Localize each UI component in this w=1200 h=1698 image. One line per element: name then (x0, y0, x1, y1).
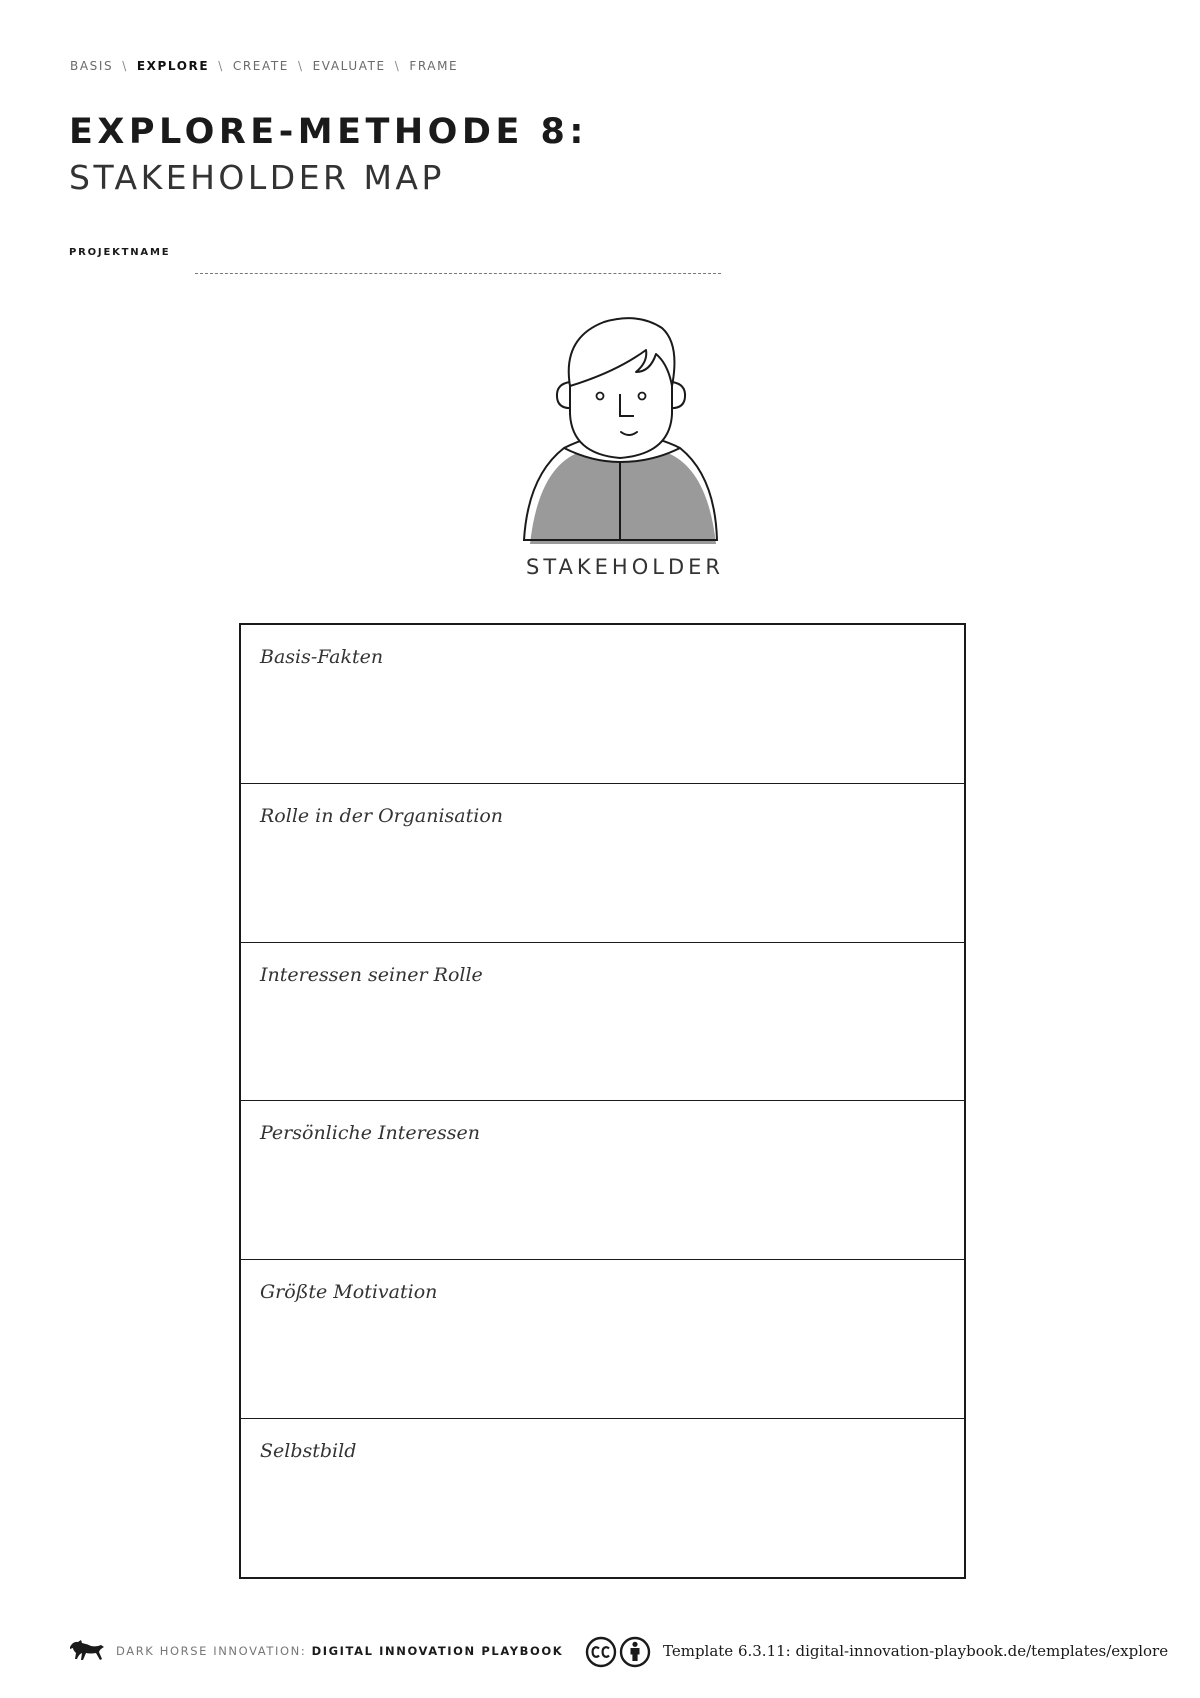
dark-horse-logo-icon (67, 1637, 105, 1663)
project-name-field[interactable] (195, 273, 721, 274)
field-rolle[interactable] (241, 783, 964, 942)
field-groesste-motivation[interactable] (241, 1259, 964, 1418)
breadcrumb-separator: \ (218, 59, 224, 73)
field-label: Basis-Fakten (260, 646, 384, 668)
breadcrumb-create[interactable]: CREATE (232, 59, 289, 73)
field-label: Selbstbild (260, 1440, 357, 1463)
breadcrumb-separator: \ (297, 59, 304, 73)
breadcrumb-basis[interactable]: BASIS (70, 59, 114, 73)
field-interessen-rolle[interactable] (241, 942, 964, 1101)
breadcrumb (70, 59, 458, 73)
footer-brand (116, 1644, 563, 1658)
breadcrumb-explore[interactable]: EXPLORE (136, 59, 210, 73)
field-persoenliche-interessen[interactable] (241, 1100, 964, 1259)
cc-icon (585, 1636, 617, 1668)
page-subtitle: STAKEHOLDER MAP (69, 158, 445, 197)
field-label: Persönliche Interessen (260, 1122, 480, 1145)
field-basis-fakten[interactable] (241, 625, 964, 783)
footer-brand-bold: DIGITAL INNOVATION PLAYBOOK (311, 1644, 564, 1658)
field-label: Rolle in der Organisation (260, 804, 503, 827)
footer (67, 1636, 1169, 1666)
stakeholder-person-icon (520, 314, 724, 544)
by-icon (619, 1636, 651, 1668)
breadcrumb-frame[interactable]: FRAME (409, 59, 459, 73)
stakeholder-fields-table (239, 623, 966, 1579)
project-name-label: PROJEKTNAME (69, 247, 171, 258)
footer-brand-light: DARK HORSE INNOVATION: (116, 1644, 307, 1658)
footer-template-link[interactable]: Template 6.3.11: digital-innovation-playbook.de/templates/explore (663, 1642, 1169, 1660)
stakeholder-label: STAKEHOLDER (526, 555, 724, 579)
field-label: Größte Motivation (260, 1281, 438, 1304)
breadcrumb-separator: \ (122, 59, 128, 73)
breadcrumb-separator: \ (394, 59, 401, 73)
page-title: EXPLORE-METHODE 8: (69, 112, 588, 152)
field-selbstbild[interactable] (241, 1418, 964, 1577)
breadcrumb-evaluate[interactable]: EVALUATE (312, 59, 386, 73)
field-label: Interessen seiner Rolle (260, 963, 483, 986)
